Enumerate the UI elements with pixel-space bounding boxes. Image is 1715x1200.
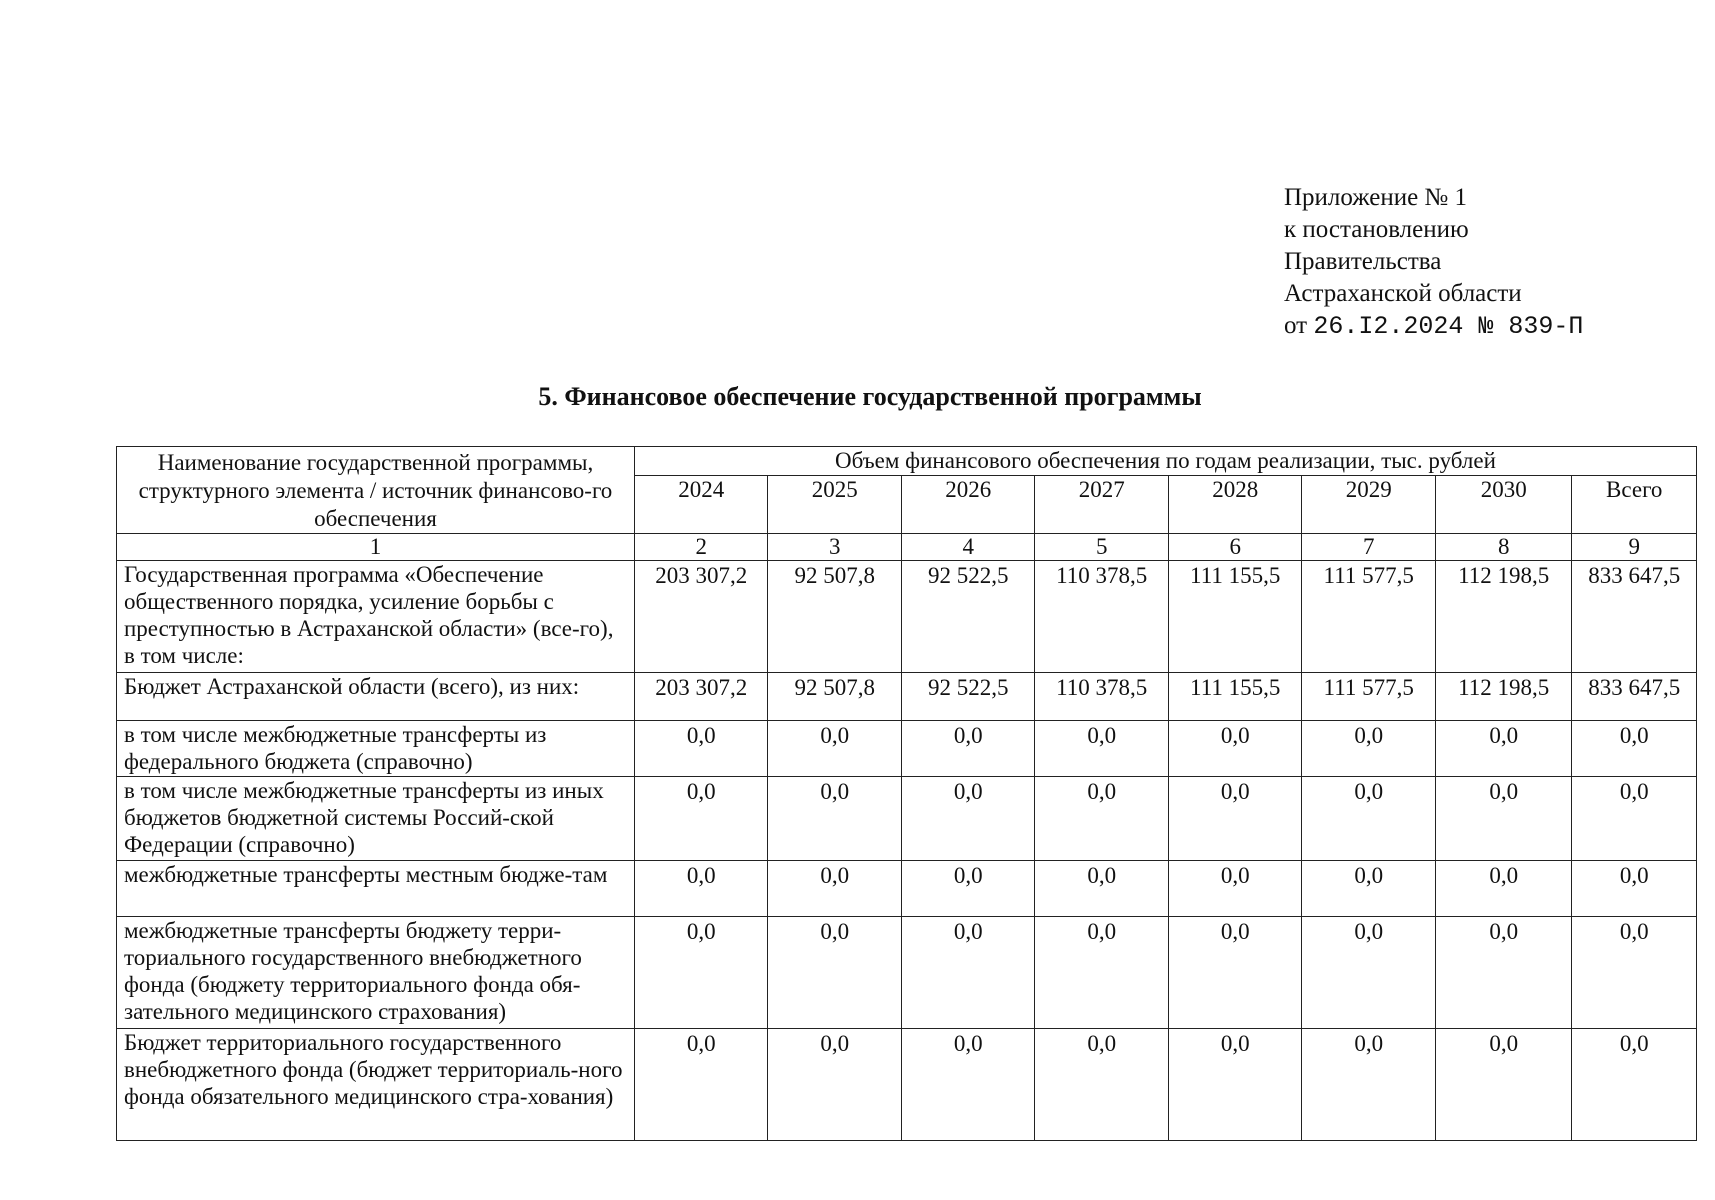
row-value: 0,0 [634, 917, 768, 1029]
column-number: 3 [768, 534, 902, 561]
row-value: 92 507,8 [768, 673, 902, 721]
year-header: 2028 [1168, 476, 1302, 534]
column-number: 4 [901, 534, 1035, 561]
row-total: 0,0 [1572, 777, 1697, 861]
row-value: 0,0 [901, 917, 1035, 1029]
appendix-line-4: Астраханской области [1284, 280, 1522, 307]
row-name: межбюджетные трансферты бюджету терри-ториального государственного внебюджетного фонда (бюджету территориального фонда обя-зательного медицинского страхования) [117, 917, 635, 1029]
row-value: 0,0 [1302, 777, 1436, 861]
table-row [117, 561, 1697, 673]
appendix-line-2: к постановлению [1284, 216, 1469, 243]
row-total: 0,0 [1572, 861, 1697, 917]
row-value: 0,0 [1435, 1029, 1572, 1141]
table-row [117, 917, 1697, 1029]
row-value: 111 577,5 [1302, 673, 1436, 721]
row-value: 0,0 [768, 861, 902, 917]
header-name-cell: Наименование государственной программы, структурного элемента / источник финансово-го обеспечения [117, 447, 635, 534]
header-row-1 [117, 447, 1697, 476]
row-value: 92 507,8 [768, 561, 902, 673]
row-value: 0,0 [1035, 861, 1169, 917]
financing-table [116, 446, 1697, 1141]
row-name: в том числе межбюджетные трансферты из федерального бюджета (справочно) [117, 721, 635, 777]
column-number: 8 [1435, 534, 1572, 561]
appendix-block [1284, 182, 1583, 343]
row-value: 0,0 [634, 1029, 768, 1141]
row-value: 0,0 [1302, 721, 1436, 777]
column-number: 7 [1302, 534, 1436, 561]
column-number: 2 [634, 534, 768, 561]
row-value: 0,0 [634, 861, 768, 917]
row-value: 0,0 [768, 1029, 902, 1141]
column-number: 5 [1035, 534, 1169, 561]
row-value: 110 378,5 [1035, 673, 1169, 721]
row-value: 0,0 [768, 721, 902, 777]
row-value: 0,0 [901, 861, 1035, 917]
total-header: Всего [1572, 476, 1697, 534]
row-value: 0,0 [1168, 861, 1302, 917]
section-title: 5. Финансовое обеспечение государственной программы [538, 382, 1202, 411]
row-value: 203 307,2 [634, 561, 768, 673]
row-name: Бюджет территориального государственного внебюджетного фонда (бюджет территориаль-ного фонда обязательного медицинского стра-хования) [117, 1029, 635, 1141]
row-value: 112 198,5 [1435, 673, 1572, 721]
row-value: 111 155,5 [1168, 561, 1302, 673]
table-row [117, 861, 1697, 917]
year-header: 2025 [768, 476, 902, 534]
table-row [117, 673, 1697, 721]
row-value: 0,0 [901, 721, 1035, 777]
row-value: 0,0 [1435, 721, 1572, 777]
row-value: 111 155,5 [1168, 673, 1302, 721]
row-value: 0,0 [901, 777, 1035, 861]
appendix-line-1: Приложение № 1 [1284, 184, 1468, 211]
row-value: 112 198,5 [1435, 561, 1572, 673]
year-header: 2024 [634, 476, 768, 534]
row-value: 0,0 [1302, 917, 1436, 1029]
year-header: 2027 [1035, 476, 1169, 534]
column-number-row [117, 534, 1697, 561]
appendix-line-3: Правительства [1284, 248, 1442, 275]
appendix-date-value: 26.I2.2024 № 839-П [1313, 312, 1584, 341]
appendix-date-line [1284, 310, 1583, 343]
column-number: 9 [1572, 534, 1697, 561]
row-value: 0,0 [1435, 777, 1572, 861]
row-value: 0,0 [1168, 917, 1302, 1029]
row-value: 203 307,2 [634, 673, 768, 721]
row-value: 110 378,5 [1035, 561, 1169, 673]
row-value: 0,0 [901, 1029, 1035, 1141]
row-name: Бюджет Астраханской области (всего), из них: [117, 673, 635, 721]
row-value: 0,0 [634, 777, 768, 861]
appendix-date-prefix: от [1284, 312, 1308, 339]
row-value: 0,0 [1035, 777, 1169, 861]
year-header: 2029 [1302, 476, 1436, 534]
row-value: 111 577,5 [1302, 561, 1436, 673]
row-total: 0,0 [1572, 721, 1697, 777]
table-row [117, 777, 1697, 861]
row-value: 0,0 [768, 777, 902, 861]
row-total: 833 647,5 [1572, 561, 1697, 673]
year-header: 2030 [1435, 476, 1572, 534]
row-name: в том числе межбюджетные трансферты из иных бюджетов бюджетной системы Россий-ской Федерации (справочно) [117, 777, 635, 861]
row-value: 92 522,5 [901, 561, 1035, 673]
row-value: 92 522,5 [901, 673, 1035, 721]
row-total: 0,0 [1572, 1029, 1697, 1141]
row-value: 0,0 [1168, 721, 1302, 777]
row-value: 0,0 [1035, 917, 1169, 1029]
table-row [117, 721, 1697, 777]
row-value: 0,0 [1168, 777, 1302, 861]
table-row [117, 1029, 1697, 1141]
row-value: 0,0 [1302, 861, 1436, 917]
column-number: 6 [1168, 534, 1302, 561]
row-value: 0,0 [634, 721, 768, 777]
header-volume-cell: Объем финансового обеспечения по годам реализации, тыс. рублей [634, 447, 1696, 476]
row-value: 0,0 [1168, 1029, 1302, 1141]
year-header: 2026 [901, 476, 1035, 534]
row-value: 0,0 [1302, 1029, 1436, 1141]
row-value: 0,0 [1035, 1029, 1169, 1141]
row-value: 0,0 [1435, 861, 1572, 917]
row-value: 0,0 [768, 917, 902, 1029]
row-name: межбюджетные трансферты местным бюдже-там [117, 861, 635, 917]
row-name: Государственная программа «Обеспечение общественного порядка, усиление борьбы с преступностью в Астраханской области» (все-го), в том числе: [117, 561, 635, 673]
row-total: 0,0 [1572, 917, 1697, 1029]
column-number: 1 [117, 534, 635, 561]
row-value: 0,0 [1035, 721, 1169, 777]
row-total: 833 647,5 [1572, 673, 1697, 721]
row-value: 0,0 [1435, 917, 1572, 1029]
